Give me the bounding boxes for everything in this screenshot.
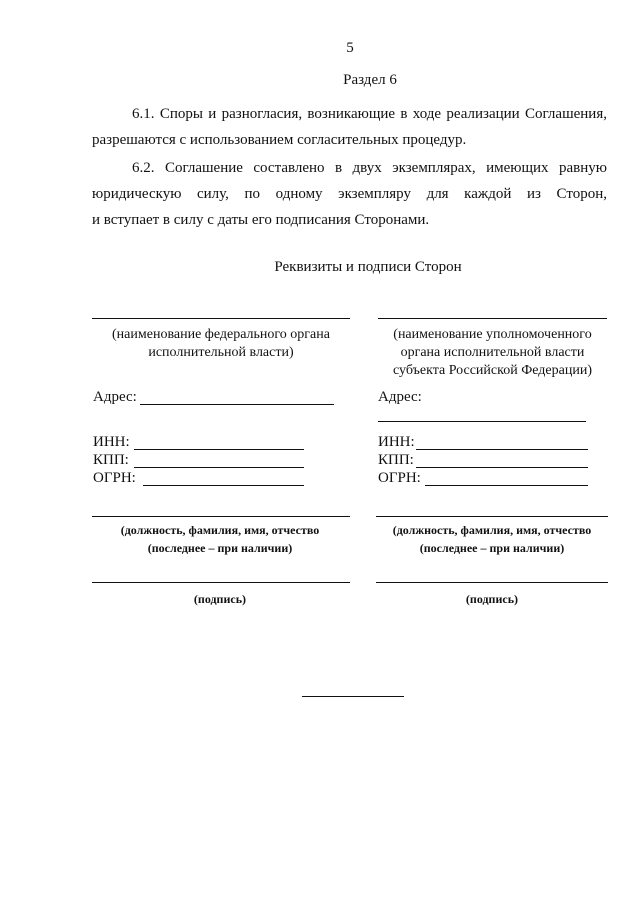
caption-line: (наименование уполномоченного <box>393 327 592 342</box>
left-position-caption <box>92 521 348 557</box>
left-inn-line <box>134 449 304 450</box>
right-position-caption <box>376 521 608 557</box>
closing-separator-line <box>302 696 404 697</box>
paragraph-line: юридическую силу, по одному экземпляру для каждой из Сторон, <box>92 186 607 202</box>
right-org-caption <box>376 326 609 380</box>
left-ogrn-label: ОГРН: <box>93 470 136 486</box>
right-kpp-line <box>416 467 588 468</box>
caption-line: (последнее – при наличии) <box>147 541 293 555</box>
right-inn-line <box>416 449 588 450</box>
right-position-line <box>376 516 608 517</box>
caption-line: субъекта Российской Федерации) <box>393 363 592 378</box>
paragraph-line: разрешаются с использованием согласительных процедур. <box>92 132 467 148</box>
caption-line: исполнительной власти) <box>148 345 294 360</box>
left-address-label: Адрес: <box>93 389 137 405</box>
right-signature-line <box>376 582 608 583</box>
right-ogrn-line <box>425 485 588 486</box>
right-ogrn-label: ОГРН: <box>378 470 421 486</box>
section-title: Раздел 6 <box>343 72 397 88</box>
left-kpp-line <box>134 467 304 468</box>
caption-line: (последнее – при наличии) <box>419 541 565 555</box>
caption-line: органа исполнительной власти <box>400 345 585 360</box>
left-signature-caption: (подпись) <box>193 592 247 606</box>
right-signature-caption: (подпись) <box>465 592 519 606</box>
left-inn-label: ИНН: <box>93 434 130 450</box>
caption-line: (должность, фамилия, имя, отчество <box>392 523 592 537</box>
paragraph-6-2 <box>92 155 607 233</box>
paragraph-line: 6.2. Соглашение составлено в двух экземплярах, имеющих равную <box>132 160 607 176</box>
right-org-name-line <box>378 318 607 319</box>
paragraph-line: 6.1. Споры и разногласия, возникающие в ходе реализации Соглашения, <box>132 106 607 122</box>
page-number: 5 <box>346 40 354 56</box>
right-address-label: Адрес: <box>378 389 422 405</box>
left-ogrn-line <box>143 485 304 486</box>
paragraph-line: и вступает в силу с даты его подписания Сторонами. <box>92 212 430 228</box>
right-inn-label: ИНН: <box>378 434 415 450</box>
paragraph-6-1 <box>92 101 607 153</box>
right-kpp-label: КПП: <box>378 452 414 468</box>
right-address-line <box>378 421 586 422</box>
left-position-line <box>92 516 350 517</box>
left-kpp-label: КПП: <box>93 452 129 468</box>
left-org-caption <box>92 326 350 362</box>
caption-line: (наименование федерального органа <box>112 327 330 342</box>
left-org-name-line <box>92 318 350 319</box>
left-address-line <box>140 404 334 405</box>
caption-line: (должность, фамилия, имя, отчество <box>120 523 320 537</box>
requisites-title: Реквизиты и подписи Сторон <box>274 259 462 275</box>
left-signature-line <box>92 582 350 583</box>
